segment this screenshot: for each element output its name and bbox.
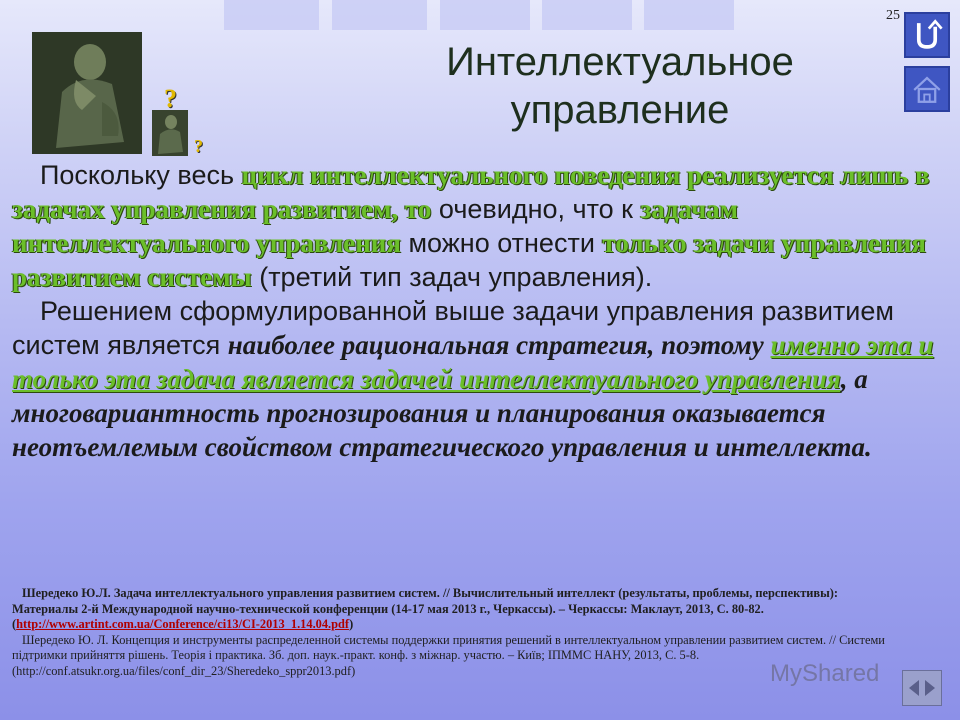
- home-button[interactable]: [904, 66, 950, 112]
- top-bar-block: [332, 0, 427, 30]
- reference-1-text: Шередеко Ю.Л. Задача интеллектуального управления развитием систем. // Вычислительный интеллект (результаты, проблемы, перспективы): Материалы 2-й Международной научно-технической конференции (14-17 мая 2013 г., Черкассы). – Черкассы: Маклаут, 2013, С. 80-82. (: [12, 586, 839, 631]
- slide-title: [340, 38, 900, 134]
- watermark: MyShared: [770, 660, 880, 687]
- u-turn-back-icon: [906, 14, 948, 56]
- title-line-1: Интеллектуальное: [446, 40, 794, 84]
- p2-text-1: Решением сформулированной выше задачи управления развитием систем является: [12, 296, 894, 360]
- references: [12, 586, 892, 679]
- p2-highlight-underlined: именно эта и только эта задача является задачей интеллектуального управления: [12, 330, 934, 394]
- arrows-icon: [903, 671, 941, 705]
- title-line-2: управление: [510, 88, 730, 132]
- question-mark-small: ?: [194, 136, 203, 156]
- reference-1: [12, 586, 892, 633]
- thinker-statue-small-image: [152, 110, 188, 156]
- p1-highlight-3: только задачи управления развитием системы: [12, 228, 926, 292]
- p1-highlight-2: задачам интеллектуального управления: [12, 194, 739, 258]
- slide-nav-arrows-button[interactable]: [902, 670, 942, 706]
- p1-text-2: очевидно, что к: [431, 194, 641, 224]
- p1-text-4: (третий тип задач управления).: [251, 262, 653, 292]
- top-decorative-bar: [0, 0, 960, 32]
- top-bar-block: [440, 0, 530, 30]
- slide-body: [12, 158, 948, 464]
- top-bar-block: [224, 0, 319, 30]
- p1-text-1: Поскольку весь: [40, 160, 242, 190]
- question-mark: ?: [164, 84, 177, 113]
- thinker-statue-image: [32, 32, 142, 154]
- paragraph-1: [12, 158, 948, 294]
- back-button[interactable]: [904, 12, 950, 58]
- reference-1-end: ): [349, 617, 354, 631]
- p1-text-3: можно отнести: [400, 228, 603, 258]
- p2-bold-italic-2: , а многовариантность прогнозирования и планирования оказывается неотъемлемым свойством стратегического управления и интеллекта.: [12, 364, 872, 462]
- paragraph-2: [12, 294, 948, 464]
- p1-highlight-1: цикл интеллектуального поведения реализуется лишь в задачах управления развитием, то: [12, 160, 930, 224]
- home-icon: [906, 68, 948, 110]
- reference-2: Шередеко Ю. Л. Концепция и инструменты распределенной системы поддержки принятия решений в интеллектуальном управлении развитием систем. // Системи підтримки прийняття рішень. Теорія і практика. Зб. доп. наук.-практ. конф. з міжнар. участю. – Київ; ІПММС НАНУ, 2013, С. 5-8. (http://conf.atsukr.org.ua/files/conf_dir_23/Sheredeko_sppr2013.pdf): [12, 632, 885, 678]
- slide-number: 25: [886, 8, 900, 23]
- top-bar-block: [644, 0, 734, 30]
- p2-bold-italic-1: наиболее рациональная стратегия, поэтому: [227, 330, 771, 360]
- reference-1-link[interactable]: http://www.artint.com.ua/Conference/ci13/CI-2013_1.14.04.pdf: [16, 617, 350, 631]
- top-bar-block: [542, 0, 632, 30]
